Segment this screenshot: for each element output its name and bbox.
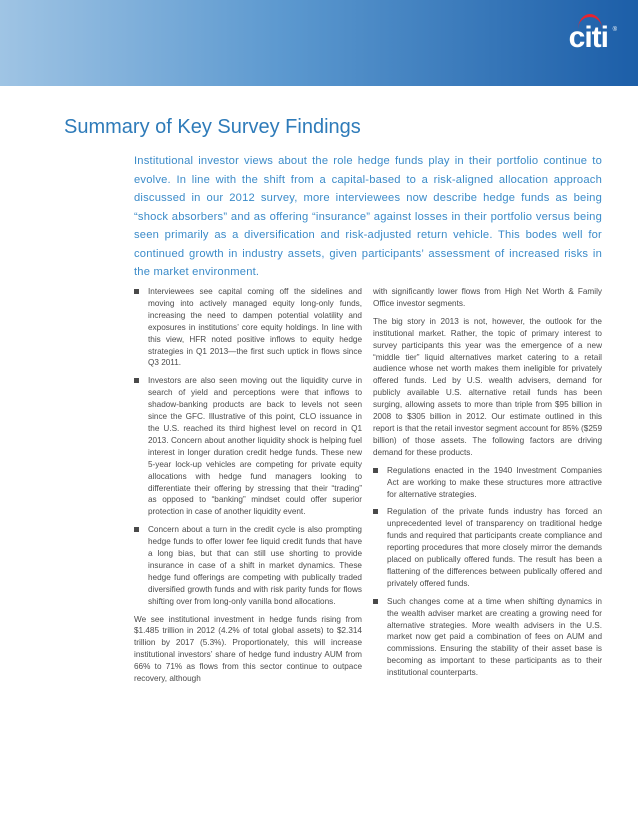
list-item: Interviewees see capital coming off the sidelines and moving into actively managed equity long-only funds, increasing the need to dampen potential volatility and exposures in institutions’ core equity holdings. In line with this view, HFR noted positive inflows to equity hedge strategies in Q1 2013—the first such uptick in flows since Q3 2011.: [134, 286, 362, 369]
bullet-square-icon: [373, 599, 378, 604]
left-bullet-list: [134, 286, 362, 608]
list-item: Such changes come at a time when shifting dynamics in the wealth adviser market are creating a growing need for alternative strategies. More wealth advisers in the U.S. market now get paid a combination of fees on AUM and commissions. Ensuring the stability of their asset base is becoming as important to these participants as to their institutional counterparts.: [373, 596, 602, 679]
list-item: Concern about a turn in the credit cycle is also prompting hedge funds to offer lower fee liquid credit funds that have a long bias, but that can still use shorting to provide insurance in case of a shift in market dynamics. These hedge fund offerings are competing with publically traded diversified growth funds and with risk parity funds for flows shifting over from long-only vanilla bond allocations.: [134, 524, 362, 607]
list-item: Regulation of the private funds industry has forced an unprecedented level of transparency on traditional hedge funds and required that participants create compliance and reporting procedures that more closely mirror the demands placed on publically offered funds. The result has been a flattening of the differences between publically offered and privately offered funds.: [373, 506, 602, 589]
left-column: [134, 286, 362, 691]
bullet-square-icon: [373, 509, 378, 514]
registered-mark: ®: [612, 27, 617, 33]
intro-paragraph: Institutional investor views about the role hedge funds play in their portfolio continue to evolve. In line with the shift from a capital-based to a risk-aligned allocation approach discussed in our 2012 survey, more interviewees now describe hedge funds as being “shock absorbers” and as offering “insurance” against losses in their portfolio versus being seen primarily as a diversification and risk-adjusted return vehicle. This bodes well for continued growth in industry assets, given participants’ assessment of increased risks in the market environment.: [134, 155, 602, 278]
right-bullet-list: [373, 465, 602, 679]
right-column: [373, 286, 602, 685]
list-item: Regulations enacted in the 1940 Investment Companies Act are working to make these structures more attractive for alternative strategies.: [373, 465, 602, 501]
bullet-square-icon: [373, 468, 378, 473]
bullet-square-icon: [134, 289, 139, 294]
page-title: Summary of Key Survey Findings: [64, 116, 361, 138]
list-item: Investors are also seen moving out the liquidity curve in search of yield and perceptions were that inflows to shadow-banking products are back to levels not seen since the GFC. Illustrative of this point, CLO issuance in the U.S. reached its third highest level on record in Q1 2013. Concern about another liquidity shock is helping fuel interest in longer duration credit hedge funds. These new 5-year lock-up vehicles are competing for private equity allocations with hedge fund managers looking to differentiate their offering by stressing that their “trading” as opposed to “banking” mindset could offer superior protection in case of another liquidity event.: [134, 375, 362, 518]
body-paragraph: We see institutional investment in hedge funds rising from $1.485 trillion in 2012 (4.2% of total global assets) to $2.314 trillion by 2017 (5.3%). Proportionately, this will increase institutional investors’ share of hedge fund industry AUM from 66% to 71% as flows from this sector continue to outpace recovery, although: [134, 614, 362, 684]
citi-logo: citi: [568, 21, 608, 54]
bullet-square-icon: [134, 527, 139, 532]
bullet-square-icon: [134, 378, 139, 383]
body-paragraph: The big story in 2013 is not, however, the outlook for the institutional market. Rather, the topic of primary interest to survey participants this year was the emergence of a new “middle tier” liquid alternatives market catering to a retail audience whose net worth makes them ineligible for privately offered funds. Led by U.S. wealth advisers, demand for publicly available U.S. alternative retail funds has been surging, allowing assets to more than triple from $95 billion in 2008 to $305 billion in 2012. Our estimate outlined in this report is that the retail investor segment account for 85% ($259 billion) of those assets. The following factors are driving demand for these products.: [373, 316, 602, 457]
body-paragraph: with significantly lower flows from High Net Worth & Family Office investor segments.: [373, 287, 602, 308]
header-band: [0, 0, 638, 86]
